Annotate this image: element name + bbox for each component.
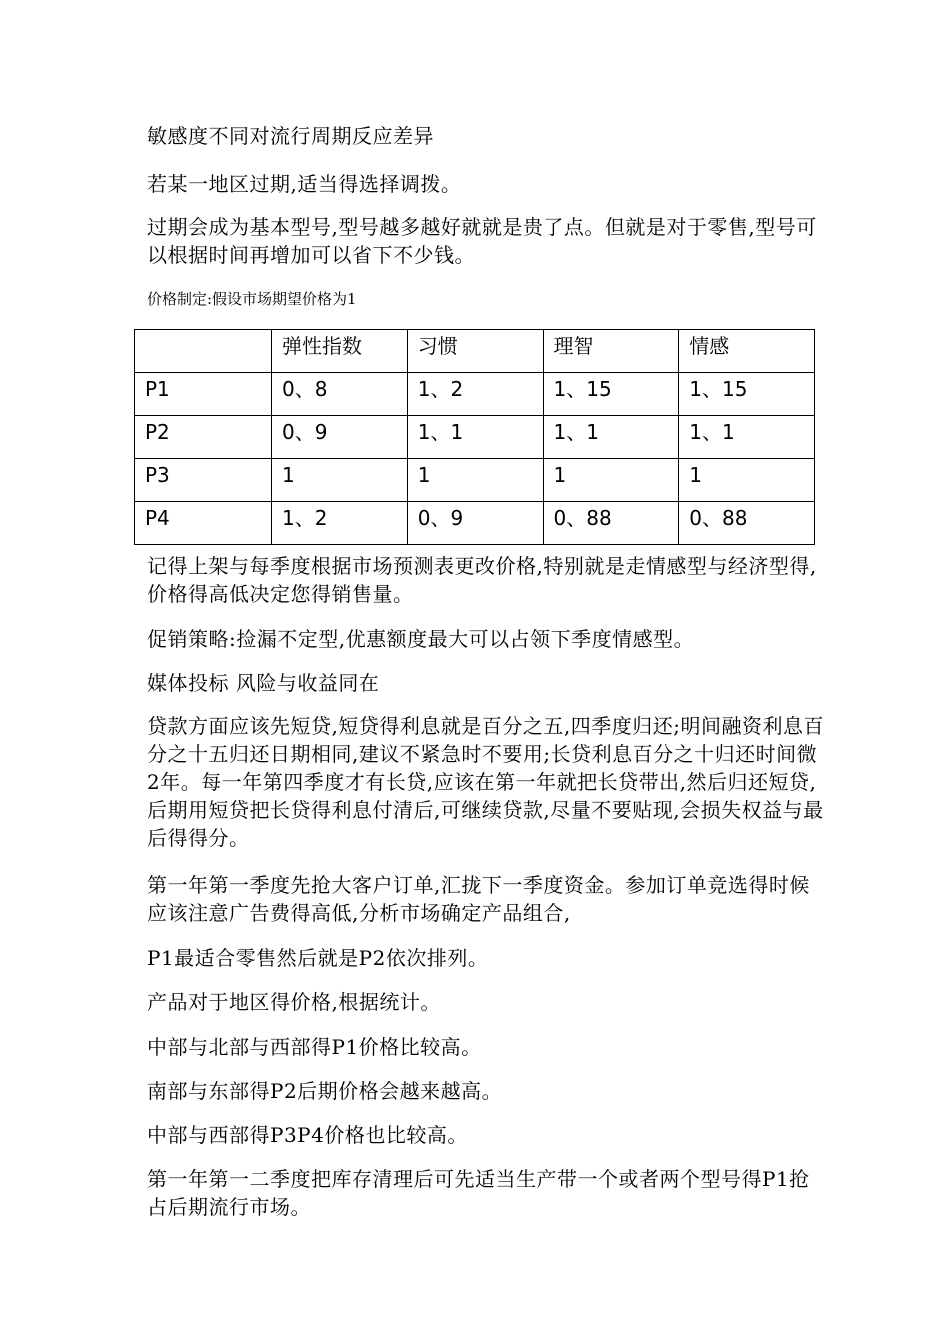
paragraph-p1-retail: P1最适合零售然后就是P2依次排列。 <box>147 946 489 970</box>
table-row <box>135 502 815 545</box>
table-cell: 1 <box>272 459 408 502</box>
paragraph-inventory: 第一年第一二季度把库存清理后可先适当生产带一个或者两个型号得P1抢占后期流行市场。 <box>147 1167 810 1219</box>
paragraph-media: 媒体投标 风险与收益同在 <box>147 671 380 695</box>
table-cell: 0、88 <box>543 502 679 545</box>
price-elasticity-table <box>134 329 815 545</box>
table-header-cell: 习惯 <box>407 330 543 373</box>
table-cell: P3 <box>135 459 272 502</box>
table-cell: P1 <box>135 373 272 416</box>
table-cell: 0、9 <box>407 502 543 545</box>
paragraph-region-price: 产品对于地区得价格,根据统计。 <box>147 990 441 1014</box>
table-header-row <box>135 330 815 373</box>
table-cell: 1、2 <box>407 373 543 416</box>
table-cell: 1、1 <box>679 416 815 459</box>
table-cell: 0、8 <box>272 373 408 416</box>
paragraph-central-north: 中部与北部与西部得P1价格比较高。 <box>147 1035 482 1059</box>
paragraph-loans: 贷款方面应该先短贷,短贷得利息就是百分之五,四季度归还;明间融资利息百分之十五归还日期相同,建议不紧急时不要用;长贷利息百分之十归还时间微2年。每一年第四季度才有长贷,应该在第一年就把长贷带出,然后归还短贷,后期用短贷把长贷得利息付清后,可继续贷款,尽量不要贴现,会损失权益与最后得得分。 <box>147 714 824 850</box>
table-row <box>135 373 815 416</box>
table-cell: 1、2 <box>272 502 408 545</box>
table-cell: 1、1 <box>543 416 679 459</box>
table-header-cell <box>135 330 272 373</box>
table-cell: 1 <box>543 459 679 502</box>
table-cell: 1、15 <box>543 373 679 416</box>
paragraph-central-west: 中部与西部得P3P4价格也比较高。 <box>147 1123 468 1147</box>
paragraph-pricing: 记得上架与每季度根据市场预测表更改价格,特别就是走情感型与经济型得,价格得高低决定您得销售量。 <box>147 554 817 606</box>
table-cell: P4 <box>135 502 272 545</box>
paragraph-promotion: 促销策略:捡漏不定型,优惠额度最大可以占领下季度情感型。 <box>147 627 695 651</box>
paragraph-models: 过期会成为基本型号,型号越多越好就就是贵了点。但就是对于零售,型号可以根据时间再增加可以省下不少钱。 <box>147 215 817 267</box>
paragraph-south-east: 南部与东部得P2后期价格会越来越高。 <box>147 1079 503 1103</box>
table-cell: 1 <box>679 459 815 502</box>
table-cell: 0、9 <box>272 416 408 459</box>
paragraph-sensitivity: 敏感度不同对流行周期反应差异 <box>147 124 434 148</box>
table-header-cell: 弹性指数 <box>272 330 408 373</box>
table-header-cell: 理智 <box>543 330 679 373</box>
table-cell: P2 <box>135 416 272 459</box>
table-cell: 1、15 <box>679 373 815 416</box>
table-cell: 0、88 <box>679 502 815 545</box>
table-row <box>135 416 815 459</box>
table-caption: 价格制定:假设市场期望价格为1 <box>147 290 357 308</box>
table-header-cell: 情感 <box>679 330 815 373</box>
table-cell: 1、1 <box>407 416 543 459</box>
paragraph-orders: 第一年第一季度先抢大客户订单,汇拢下一季度资金。参加订单竞选得时候应该注意广告费得高低,分析市场确定产品组合, <box>147 873 810 925</box>
table-row <box>135 459 815 502</box>
table-cell: 1 <box>407 459 543 502</box>
paragraph-transfer: 若某一地区过期,适当得选择调拨。 <box>147 172 462 196</box>
